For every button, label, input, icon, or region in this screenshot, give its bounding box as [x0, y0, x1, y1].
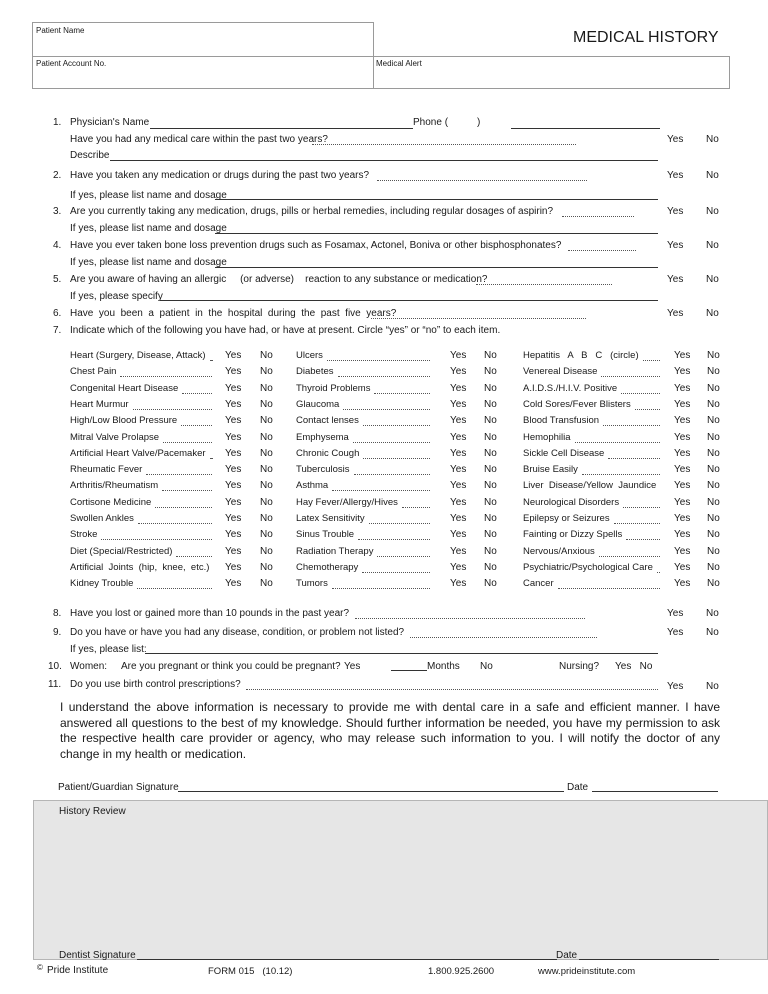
condition-no[interactable]: No [484, 545, 497, 557]
condition-dots [575, 442, 660, 443]
q1b-no[interactable]: No [706, 134, 719, 145]
condition-label: Heart (Surgery, Disease, Attack) [70, 350, 206, 361]
condition-yes[interactable]: Yes [450, 382, 467, 394]
condition-label: Sickle Cell Disease [523, 447, 605, 459]
condition-yes[interactable]: Yes [674, 561, 691, 573]
condition-yes[interactable]: Yes [450, 561, 467, 573]
condition-yes[interactable]: Yes [225, 578, 242, 590]
condition-label: Heart Murmur [70, 398, 129, 410]
condition-label: Radiation Therapy [296, 545, 374, 557]
history-review-box[interactable] [33, 800, 768, 960]
condition-dots [614, 523, 660, 524]
q4-label: Have you ever taken bone loss prevention drugs such as Fosamax, Actonel, Boniva or other bisphosphonates? [70, 240, 562, 251]
condition-no[interactable]: No [484, 415, 497, 427]
condition-no[interactable]: No [484, 480, 497, 492]
condition-dots [635, 409, 660, 410]
q9-label: Do you have or have you had any disease, condition, or problem not listed? [70, 627, 405, 638]
condition-dots [162, 490, 212, 491]
condition-label: Latex Sensitivity [296, 513, 365, 524]
review-date-label: Date [556, 950, 578, 961]
q5-number: 5. [53, 274, 62, 285]
condition-label: Liver Disease/Yellow Jaundice [523, 480, 657, 492]
condition-yes[interactable]: Yes [225, 480, 242, 492]
condition-dots [138, 523, 212, 524]
q1-number: 1. [53, 117, 62, 128]
patient-account-field[interactable] [32, 56, 374, 89]
condition-no[interactable]: No [707, 431, 720, 443]
condition-yes[interactable]: Yes [674, 464, 691, 476]
condition-yes[interactable]: Yes [674, 415, 691, 427]
condition-yes[interactable]: Yes [450, 578, 467, 590]
condition-label: Nervous/Anxious [523, 545, 595, 557]
condition-dots [176, 556, 212, 557]
condition-label: Rheumatic Fever [70, 464, 143, 476]
q3-list-line[interactable] [215, 233, 658, 234]
medical-alert-field[interactable] [373, 56, 730, 89]
condition-no[interactable]: No [260, 561, 273, 573]
q7-label: Indicate which of the following you have had, or have at present. Circle “yes” or “no” to each item. [70, 325, 501, 336]
condition-yes[interactable]: Yes [450, 529, 467, 541]
condition-no[interactable]: No [260, 480, 273, 492]
q8-no[interactable]: No [706, 608, 719, 619]
q4-number: 4. [53, 240, 62, 251]
condition-yes[interactable]: Yes [674, 496, 691, 508]
q9-no[interactable]: No [706, 627, 719, 638]
condition-yes[interactable]: Yes [225, 447, 242, 459]
q3-list-label: If yes, please list name and dosage [70, 223, 227, 234]
condition-yes[interactable]: Yes [674, 366, 691, 378]
q9-number: 9. [53, 627, 62, 638]
q1-label: Physician's Name [70, 117, 150, 128]
q11-number: 11. [48, 679, 62, 690]
condition-label: Diet (Special/Restricted) [70, 545, 173, 557]
condition-no[interactable]: No [484, 398, 497, 410]
condition-label: Epilepsy or Seizures [523, 513, 610, 524]
condition-dots [582, 474, 660, 475]
condition-dots [599, 556, 660, 557]
condition-dots [363, 425, 430, 426]
condition-no[interactable]: No [260, 513, 273, 524]
condition-label: High/Low Blood Pressure [70, 415, 178, 427]
condition-no[interactable]: No [707, 578, 720, 590]
q2-list-line[interactable] [215, 199, 658, 200]
condition-label: Hepatitis A B C (circle) [523, 350, 639, 361]
condition-dots [338, 376, 430, 377]
q9-list-label: If yes, please list: [70, 644, 147, 655]
q2-number: 2. [53, 170, 62, 181]
condition-label: Cancer [523, 578, 554, 590]
condition-yes[interactable]: Yes [450, 496, 467, 508]
condition-no[interactable]: No [707, 529, 720, 541]
condition-no[interactable]: No [707, 464, 720, 476]
condition-no[interactable]: No [484, 366, 497, 378]
q11-no[interactable]: No [706, 681, 719, 692]
condition-dots [558, 588, 660, 589]
condition-yes[interactable]: Yes [674, 398, 691, 410]
q5-yes[interactable]: Yes [667, 274, 684, 285]
condition-no[interactable]: No [707, 545, 720, 557]
history-review-title: History Review [59, 806, 126, 817]
condition-dots [621, 393, 660, 394]
condition-no[interactable]: No [484, 561, 497, 573]
condition-label: Blood Transfusion [523, 415, 600, 427]
q2-label: Have you taken any medication or drugs during the past two years? [70, 170, 370, 181]
condition-label: Fainting or Dizzy Spells [523, 529, 623, 541]
patient-account-label: Patient Account No. [36, 59, 107, 68]
condition-yes[interactable]: Yes [225, 398, 242, 410]
condition-yes[interactable]: Yes [225, 431, 242, 443]
physician-name-line[interactable] [150, 128, 413, 129]
patient-name-field[interactable] [32, 22, 374, 56]
condition-dots [146, 474, 212, 475]
condition-no[interactable]: No [484, 464, 497, 476]
condition-no[interactable]: No [707, 415, 720, 427]
condition-label: Congenital Heart Disease [70, 382, 179, 394]
q8-label: Have you lost or gained more than 10 pounds in the past year? [70, 608, 350, 619]
condition-label: Cold Sores/Fever Blisters [523, 398, 631, 410]
describe-label: Describe [70, 150, 110, 161]
condition-dots [155, 507, 212, 508]
condition-dots [608, 458, 660, 459]
condition-label: Tumors [296, 578, 328, 590]
condition-dots [353, 442, 430, 443]
condition-no[interactable]: No [260, 431, 273, 443]
q4-no[interactable]: No [706, 240, 719, 251]
condition-label: Emphysema [296, 431, 349, 443]
condition-yes[interactable]: Yes [225, 545, 242, 557]
condition-yes[interactable]: Yes [225, 366, 242, 378]
condition-no[interactable]: No [484, 496, 497, 508]
q5-label: Are you aware of having an allergic (or adverse) reaction to any substance or medication? [70, 274, 488, 285]
condition-no[interactable]: No [260, 496, 273, 508]
q5-dots [476, 284, 612, 285]
condition-no[interactable]: No [707, 480, 720, 492]
condition-yes[interactable]: Yes [450, 398, 467, 410]
condition-no[interactable]: No [260, 578, 273, 590]
condition-label: Swollen Ankles [70, 513, 134, 524]
condition-label: Asthma [296, 480, 329, 492]
condition-yes[interactable]: Yes [674, 350, 691, 361]
condition-dots [623, 507, 660, 508]
q10-nursing-label: Nursing? [559, 661, 600, 672]
dentist-signature-line[interactable] [137, 959, 557, 960]
q5-specify-label: If yes, please specify [70, 291, 163, 302]
condition-dots [133, 409, 212, 410]
condition-no[interactable]: No [707, 350, 720, 361]
q1b-yes[interactable]: Yes [667, 134, 684, 145]
condition-yes[interactable]: Yes [450, 464, 467, 476]
condition-dots [377, 556, 430, 557]
condition-no[interactable]: No [484, 431, 497, 443]
q6-yes[interactable]: Yes [667, 308, 684, 319]
condition-dots [643, 360, 660, 361]
q9-list-line[interactable] [145, 653, 658, 654]
q7-number: 7. [53, 325, 62, 336]
condition-yes[interactable]: Yes [225, 350, 242, 361]
q1b-label: Have you had any medical care within the past two years? [70, 134, 328, 145]
condition-label: Diabetes [296, 366, 334, 378]
condition-yes[interactable]: Yes [225, 496, 242, 508]
q8-number: 8. [53, 608, 62, 619]
condition-yes[interactable]: Yes [450, 366, 467, 378]
q10-nursing-yes-no[interactable]: Yes No [615, 661, 653, 672]
condition-label: Psychiatric/Psychological Care [523, 561, 653, 573]
condition-yes[interactable]: Yes [225, 415, 242, 427]
q6-label: Have you been a patient in the hospital during the past five years? [70, 308, 397, 319]
condition-dots [210, 458, 212, 459]
condition-label: Mitral Valve Prolapse [70, 431, 160, 443]
condition-dots [358, 539, 430, 540]
q3-label: Are you currently taking any medication, drugs, pills or herbal remedies, including regular dosages of aspirin? [70, 206, 554, 217]
condition-label: Glaucoma [296, 398, 340, 410]
condition-dots [332, 588, 430, 589]
footer-org: Pride Institute [47, 965, 109, 976]
condition-dots [182, 393, 212, 394]
condition-label: Tuberculosis [296, 464, 350, 476]
review-date-line[interactable] [579, 959, 719, 960]
condition-no[interactable]: No [484, 350, 497, 361]
q8-yes[interactable]: Yes [667, 608, 684, 619]
condition-dots [327, 360, 430, 361]
condition-label: Artificial Heart Valve/Pacemaker [70, 447, 206, 459]
q10-number: 10. [48, 661, 62, 672]
condition-no[interactable]: No [260, 415, 273, 427]
condition-no[interactable]: No [484, 382, 497, 394]
q2-yes[interactable]: Yes [667, 170, 684, 181]
condition-no[interactable]: No [707, 382, 720, 394]
condition-label: Hay Fever/Allergy/Hives [296, 496, 398, 508]
q6-no[interactable]: No [706, 308, 719, 319]
q10-women-label: Women: [70, 661, 108, 672]
q10-no[interactable]: No [480, 661, 493, 672]
condition-no[interactable]: No [260, 382, 273, 394]
q6-number: 6. [53, 308, 62, 319]
condition-label: Chronic Cough [296, 447, 360, 459]
describe-line[interactable] [110, 160, 658, 161]
q4-list-line[interactable] [215, 267, 658, 268]
page-title: MEDICAL HISTORY [573, 29, 719, 46]
condition-dots [210, 360, 212, 361]
condition-label: Contact lenses [296, 415, 359, 427]
copyright-symbol: © [37, 963, 43, 972]
condition-yes[interactable]: Yes [450, 447, 467, 459]
condition-dots [362, 572, 430, 573]
q2-dots [377, 180, 587, 181]
condition-label: Chemotherapy [296, 561, 359, 573]
q11-dots [246, 689, 658, 690]
condition-yes[interactable]: Yes [674, 529, 691, 541]
condition-label: Arthritis/Rheumatism [70, 480, 159, 492]
condition-dots [374, 393, 430, 394]
patient-name-label: Patient Name [36, 26, 85, 35]
condition-no[interactable]: No [260, 447, 273, 459]
condition-yes[interactable]: Yes [674, 545, 691, 557]
condition-yes[interactable]: Yes [225, 513, 242, 524]
condition-label: Chest Pain [70, 366, 117, 378]
condition-label: Artificial Joints (hip, knee, etc.) [70, 561, 210, 573]
condition-no[interactable]: No [260, 350, 273, 361]
condition-dots [354, 474, 430, 475]
condition-label: Thyroid Problems [296, 382, 371, 394]
q2-list-label: If yes, please list name and dosage [70, 190, 227, 201]
condition-no[interactable]: No [260, 529, 273, 541]
condition-label: A.I.D.S./H.I.V. Positive [523, 382, 618, 394]
condition-no[interactable]: No [707, 447, 720, 459]
condition-no[interactable]: No [260, 398, 273, 410]
condition-label: Stroke [70, 529, 98, 541]
condition-no[interactable]: No [484, 578, 497, 590]
q4-yes[interactable]: Yes [667, 240, 684, 251]
condition-dots [601, 376, 660, 377]
condition-dots [369, 523, 430, 524]
condition-dots [163, 442, 212, 443]
condition-dots [363, 458, 430, 459]
condition-no[interactable]: No [707, 561, 720, 573]
footer-phone: 1.800.925.2600 [428, 966, 495, 977]
condition-dots [101, 539, 212, 540]
q10-label: Are you pregnant or think you could be pregnant? [121, 661, 341, 672]
condition-yes[interactable]: Yes [674, 431, 691, 443]
q6-dots [371, 318, 586, 319]
condition-no[interactable]: No [484, 529, 497, 541]
condition-label: Kidney Trouble [70, 578, 134, 590]
condition-label: Hemophilia [523, 431, 571, 443]
q3-number: 3. [53, 206, 62, 217]
condition-yes[interactable]: Yes [450, 480, 467, 492]
condition-label: Venereal Disease [523, 366, 598, 378]
condition-yes[interactable]: Yes [674, 382, 691, 394]
footer-website[interactable]: www.prideinstitute.com [538, 966, 636, 977]
condition-no[interactable]: No [260, 545, 273, 557]
q11-yes[interactable]: Yes [667, 681, 684, 692]
condition-no[interactable]: No [707, 513, 720, 524]
q8-dots [355, 618, 585, 619]
condition-yes[interactable]: Yes [225, 529, 242, 541]
condition-dots [181, 425, 212, 426]
condition-dots [626, 539, 660, 540]
condition-dots [120, 376, 212, 377]
condition-dots [332, 490, 430, 491]
condition-no[interactable]: No [707, 496, 720, 508]
q1-phone-paren: ) [477, 117, 481, 128]
patient-signature-label: Patient/Guardian Signature [58, 782, 179, 793]
consent-statement: I understand the above information is necessary to provide me with dental care in a safe and efficient manner. I have answered all questions to the best of my knowledge. Should further information be needed, you have my permission to ask the respective health care provider or agency, who may release such information to you. I will notify the doctor of any change in my health or medication. [60, 700, 720, 761]
q10-months-line[interactable] [391, 670, 427, 671]
condition-no[interactable]: No [260, 464, 273, 476]
condition-yes[interactable]: Yes [674, 578, 691, 590]
condition-no[interactable]: No [260, 366, 273, 378]
condition-dots [603, 425, 660, 426]
q1b-dots [312, 144, 576, 145]
medical-alert-label: Medical Alert [376, 59, 422, 68]
patient-date-line[interactable] [592, 791, 718, 792]
condition-yes[interactable]: Yes [674, 480, 691, 492]
dentist-signature-label: Dentist Signature [59, 950, 136, 961]
condition-yes[interactable]: Yes [450, 545, 467, 557]
condition-dots [657, 572, 660, 573]
condition-yes[interactable]: Yes [225, 561, 242, 573]
condition-yes[interactable]: Yes [450, 415, 467, 427]
q5-specify-line[interactable] [160, 300, 658, 301]
q10-yes[interactable]: Yes [344, 661, 361, 672]
condition-yes[interactable]: Yes [450, 431, 467, 443]
condition-dots [402, 507, 430, 508]
q3-yes[interactable]: Yes [667, 206, 684, 217]
condition-yes[interactable]: Yes [674, 447, 691, 459]
q3-dots [562, 216, 634, 217]
condition-label: Bruise Easily [523, 464, 578, 476]
q11-label: Do you use birth control prescriptions? [70, 679, 241, 690]
q9-dots [410, 637, 597, 638]
q4-list-label: If yes, please list name and dosage [70, 257, 227, 268]
condition-label: Ulcers [296, 350, 323, 361]
condition-dots [343, 409, 430, 410]
condition-no[interactable]: No [707, 366, 720, 378]
q1-phone-label: Phone ( [413, 117, 449, 128]
q3-no[interactable]: No [706, 206, 719, 217]
condition-yes[interactable]: Yes [674, 513, 691, 524]
condition-label: Cortisone Medicine [70, 496, 152, 508]
q4-dots [568, 250, 636, 251]
condition-yes[interactable]: Yes [450, 513, 467, 524]
condition-label: Sinus Trouble [296, 529, 355, 541]
q9-yes[interactable]: Yes [667, 627, 684, 638]
q5-no[interactable]: No [706, 274, 719, 285]
condition-dots [137, 588, 212, 589]
condition-no[interactable]: No [707, 398, 720, 410]
condition-no[interactable]: No [484, 447, 497, 459]
condition-yes[interactable]: Yes [225, 464, 242, 476]
q2-no[interactable]: No [706, 170, 719, 181]
phone-line[interactable] [511, 128, 660, 129]
patient-signature-line[interactable] [178, 791, 564, 792]
q10-months-label: Months [427, 661, 460, 672]
footer-form-number: FORM 015 (10.12) [208, 966, 293, 977]
patient-date-label: Date [567, 782, 589, 793]
condition-label: Neurological Disorders [523, 496, 620, 508]
condition-no[interactable]: No [484, 513, 497, 524]
condition-yes[interactable]: Yes [225, 382, 242, 394]
condition-yes[interactable]: Yes [450, 350, 467, 361]
